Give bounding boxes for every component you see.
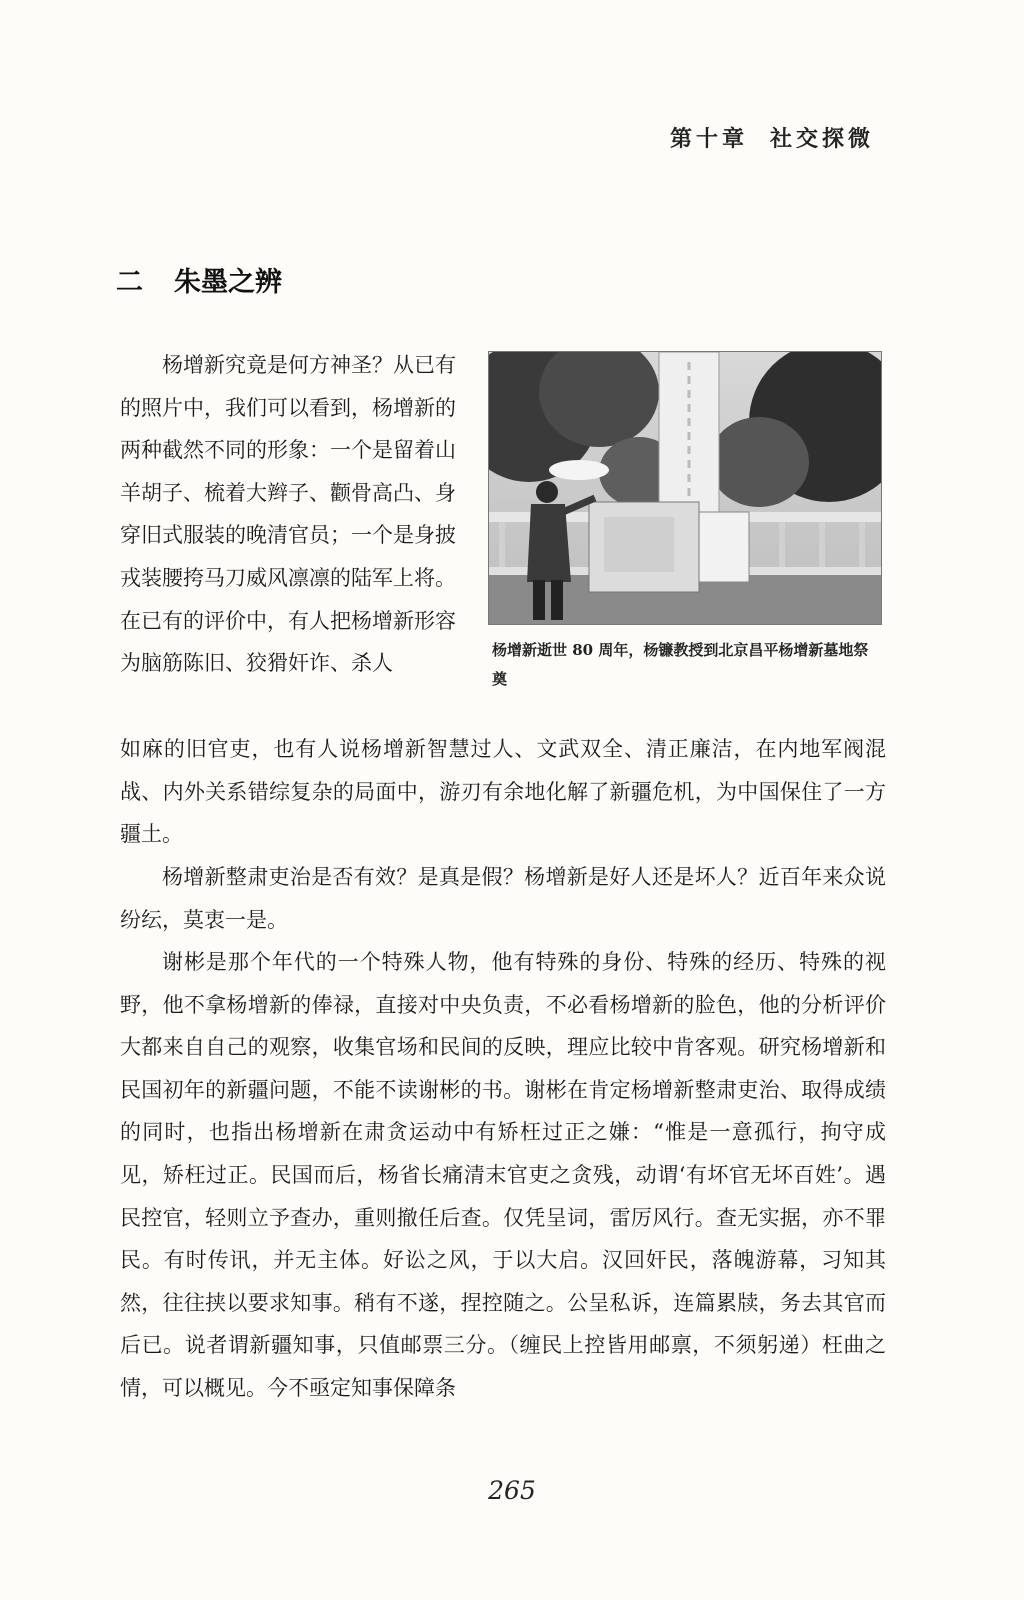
section-heading: [116, 260, 282, 299]
memorial-photo: [488, 351, 882, 625]
paragraph-2: 杨增新整肃吏治是否有效？是真是假？杨增新是好人还是坏人？近百年来众说纷纭，莫衷一是。: [120, 865, 886, 932]
memorial-photo-drawing: [489, 352, 881, 624]
section-title: 朱墨之辨: [174, 267, 282, 298]
chapter-number: 第十章: [669, 126, 748, 152]
chapter-title: 社交探微: [769, 126, 874, 152]
paragraph-1-narrow: 杨增新究竟是何方神圣？从已有的照片中，我们可以看到，杨增新的两种截然不同的形象：一个是留着山羊胡子、梳着大辫子、颧骨高凸、身穿旧式服装的晚清官员；一个是身披戎装腰挎马刀威风凛凛的陆军上将。在已有的评价中，有人把杨增新形容为脑筋陈旧、狡猾奸诈、杀人: [120, 353, 456, 676]
figure-caption: 杨增新逝世 80 周年，杨镰教授到北京昌平杨增新墓地祭奠: [492, 641, 869, 688]
paragraph-1-continued: 如麻的旧官吏，也有人说杨增新智慧过人、文武双全、清正廉洁，在内地军阀混战、内外关系错综复杂的局面中，游刃有余地化解了新疆危机，为中国保住了一方疆土。: [120, 737, 886, 847]
section-number: 二: [116, 267, 143, 298]
paragraph-3: 谢彬是那个年代的一个特殊人物，他有特殊的身份、特殊的经历、特殊的视野，他不拿杨增新的俸禄，直接对中央负责，不必看杨增新的脸色，他的分析评价大都来自自己的观察，收集官场和民间的反映，理应比较中肯客观。研究杨增新和民国初年的新疆问题，不能不读谢彬的书。谢彬在肯定杨增新整肃吏治、取得成绩的同时，也指出杨增新在肃贪运动中有矫枉过正之嫌：“惟是一意孤行，拘守成见，矫枉过正。民国而后，杨省长痛清末官吏之贪残，动谓‘有坏官无坏百姓’。遇民控官，轻则立予查办，重则撤任后查。仅凭呈词，雷厉风行。查无实据，亦不罪民。有时传讯，并无主体。好讼之风，于以大启。汉回奸民，落魄游幕，习知其然，往往挟以要求知事。稍有不遂，捏控随之。公呈私诉，连篇累牍，务去其官而后已。说者谓新疆知事，只值邮票三分。（缠民上控皆用邮禀，不须躬递）枉曲之情，可以概见。今不亟定知事保障条: [120, 950, 886, 1400]
page-number: 265: [488, 1476, 536, 1505]
running-header: [670, 122, 874, 153]
